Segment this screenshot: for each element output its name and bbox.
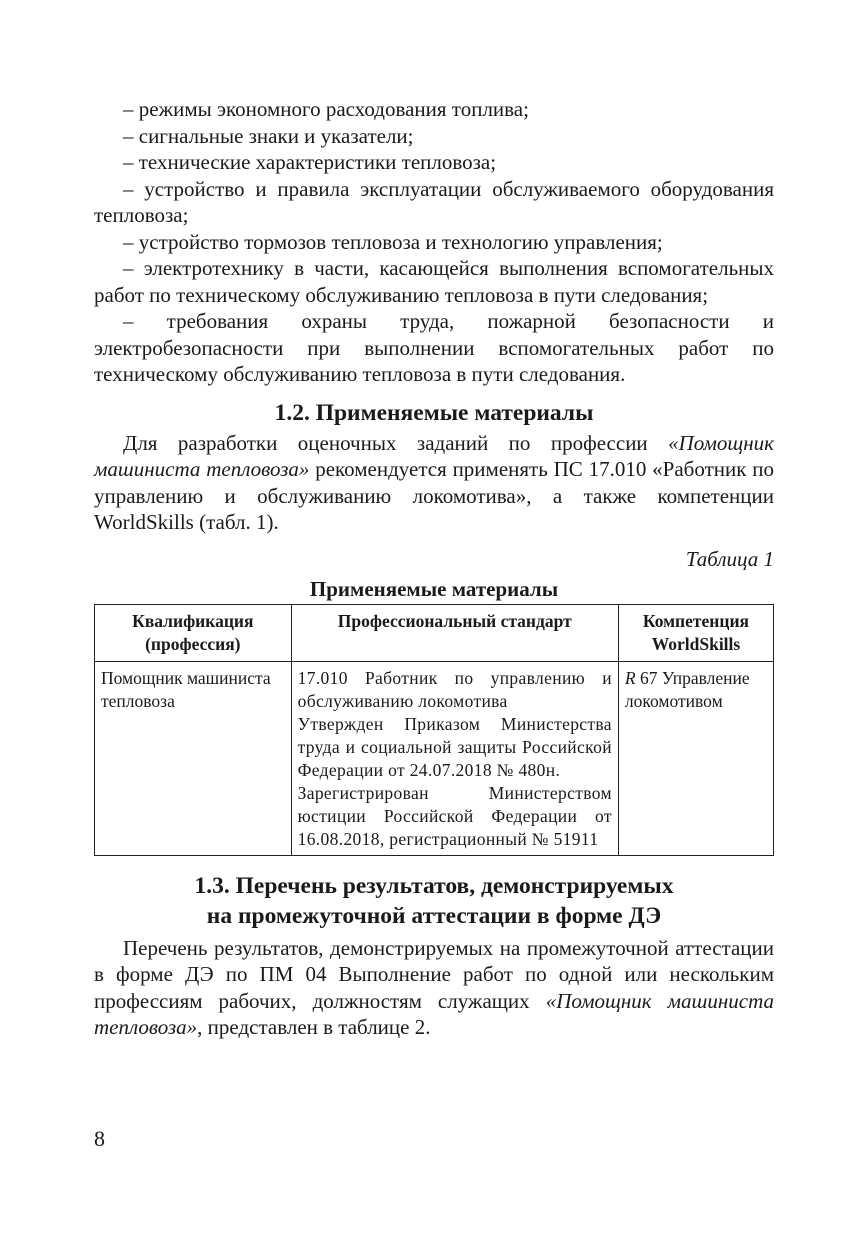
heading-line: на промежуточной аттестации в форме ДЭ (206, 902, 662, 929)
competence-text: 67 Управление локомотивом (624, 667, 750, 711)
list-item: – режимы экономного расходования топлива; (123, 97, 529, 121)
section-heading (94, 871, 774, 931)
table-header-row (95, 604, 774, 661)
document-page (94, 96, 774, 1041)
paragraph-italic-text: «Помощник машиниста тепловоза» (94, 430, 774, 481)
competence-letter: R (624, 667, 636, 688)
section-paragraph (94, 430, 774, 536)
requirements-list (94, 96, 774, 388)
section-paragraph (94, 935, 774, 1041)
page-number: 8 (94, 1126, 105, 1151)
qualification-cell: Помощник машиниста тепловоза (95, 661, 292, 855)
heading-line: 1.3. Перечень результатов, демонстрируемых (194, 872, 674, 899)
paragraph-text: рекомендуется применять ПС 17.010 «Работник по управлению и обслуживанию локомотива», а также компетенции WorldSkills (табл. 1). (94, 457, 774, 534)
list-item: – устройство тормозов тепловоза и технологию управления; (123, 229, 663, 254)
table-header-cell: Квалификация (профессия) (95, 604, 292, 661)
materials-table (94, 604, 774, 856)
list-item: – электротехнику в части, касающейся выполнения вспомогательных работ по техническому обслуживанию тепловоза в пути следования; (94, 256, 774, 307)
list-item: – устройство и правила эксплуатации обслуживаемого оборудования тепловоза; (94, 176, 774, 227)
paragraph-text: Для разработки оценочных заданий по профессии (123, 430, 669, 455)
standard-line: Зарегистрирован Министерством юстиции Российской Федерации от 16.08.2018, регистрационный № 51911 (297, 782, 612, 849)
table-caption: Таблица 1 (685, 546, 774, 571)
paragraph-text: Перечень результатов, демонстрируемых на промежуточной аттестации в форме ДЭ по ПМ 04 Выполнение работ по одной или нескольким профессиям рабочих, должностям служащих (94, 935, 774, 1013)
table-header-cell: Компетенция WorldSkills (618, 604, 773, 661)
table-title: Применяемые материалы (309, 576, 559, 601)
list-item: – технические характеристики тепловоза; (123, 150, 497, 174)
table-header-cell: Профессиональный стандарт (291, 604, 618, 661)
paragraph-text: , представлен в таблице 2. (197, 1015, 431, 1039)
standard-line: Утвержден Приказом Министерства труда и социальной защиты Российской Федерации от 24.07.2018 № 480н. (297, 713, 612, 780)
paragraph-italic-text: «Помощник машиниста тепловоза» (94, 988, 774, 1039)
competence-cell (618, 661, 773, 855)
table-row (95, 661, 774, 855)
list-item: – требования охраны труда, пожарной безопасности и электробезопасности при выполнении вспомогательных работ по техническому обслуживанию тепловоза в пути следования. (94, 309, 774, 386)
standard-cell (291, 661, 618, 855)
standard-line: 17.010 Работник по управлению и обслуживанию локомотива (297, 667, 612, 711)
list-item: – сигнальные знаки и указатели; (123, 123, 414, 148)
section-heading: 1.2. Применяемые материалы (274, 399, 594, 426)
